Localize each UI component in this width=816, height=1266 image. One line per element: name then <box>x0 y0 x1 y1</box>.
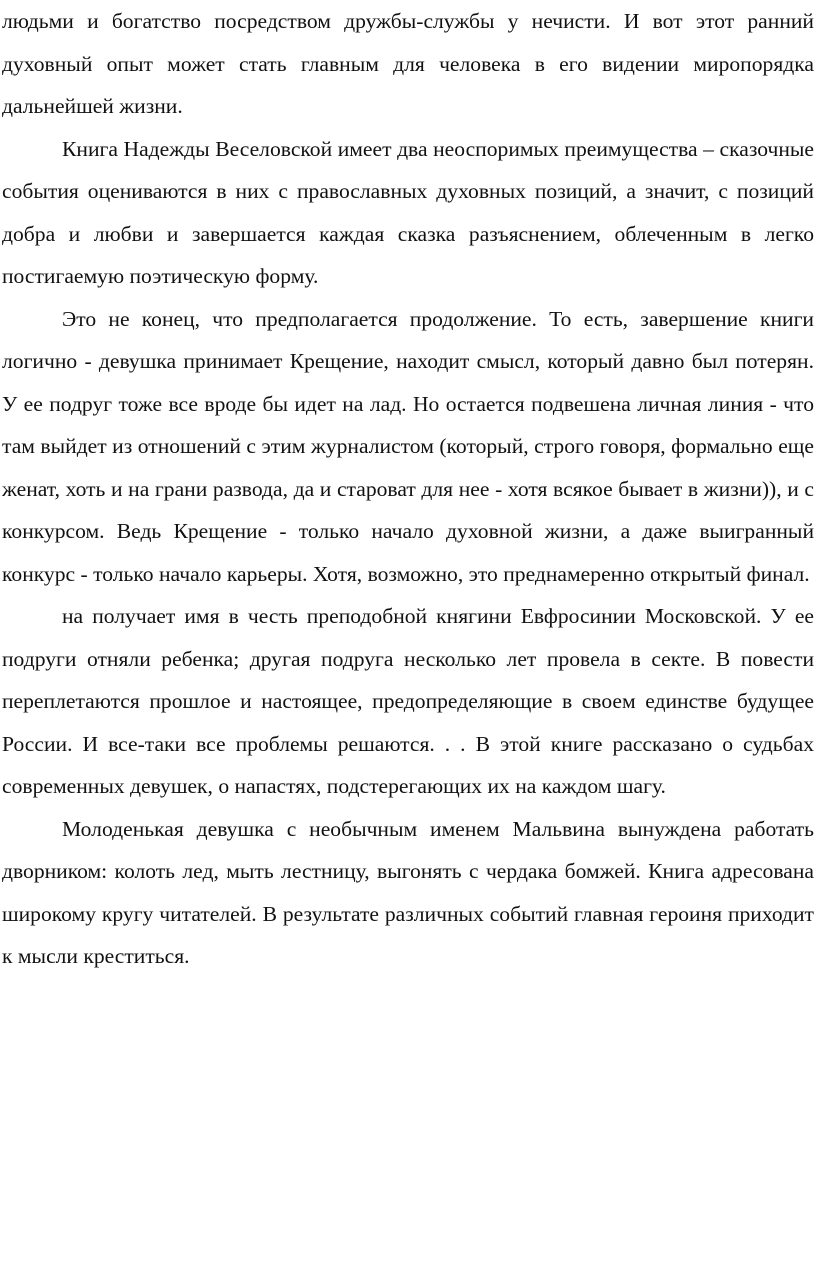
paragraph-continuation: людьми и богатство посредством дружбы-службы у нечисти. И вот этот ранний духовный опыт может стать главным для человека в его видении миропорядка дальнейшей жизни. <box>2 9 814 118</box>
paragraph-ending-discussion: Это не конец, что предполагается продолжение. То есть, завершение книги логично - девушка принимает Крещение, находит смысл, который давно был потерян. У ее подруг тоже все вроде бы идет на лад. Но остается подвешена личная линия - что там выйдет из отношений с этим журналистом (который, строго говоря, формально еще женат, хоть и на грани развода, да и староват для нее - хотя всякое бывает в жизни)), и с конкурсом. Ведь Крещение - только начало духовной жизни, а даже выигранный конкурс - только начало карьеры. Хотя, возможно, это преднамеренно открытый финал. <box>2 306 814 586</box>
paragraph-malvina-summary: Молоденькая девушка с необычным именем Мальвина вынуждена работать дворником: колоть лед, мыть лестницу, выгонять с чердака бомжей. Книга адресована широкому кругу читателей. В результате различных событий главная героиня приходит к мысли креститься. <box>2 816 814 968</box>
paragraph-story-summary: на получает имя в честь преподобной княгини Евфросинии Московской. У ее подруги отняли ребенка; другая подруга несколько лет провела в секте. В повести переплетаются прошлое и настоящее, предопределяющие в своем единстве будущее России. И все-таки все проблемы решаются. . . В этой книге рассказано о судьбах современных девушек, о напастях, подстерегающих их на каждом шагу. <box>2 604 814 798</box>
paragraph-book-advantages: Книга Надежды Веселовской имеет два неоспоримых преимущества – сказочные события оцениваются в них с православных духовных позиций, а значит, с позиций добра и любви и завершается каждая сказка разъяснением, облеченным в легко постигаемую поэтическую форму. <box>2 136 814 288</box>
